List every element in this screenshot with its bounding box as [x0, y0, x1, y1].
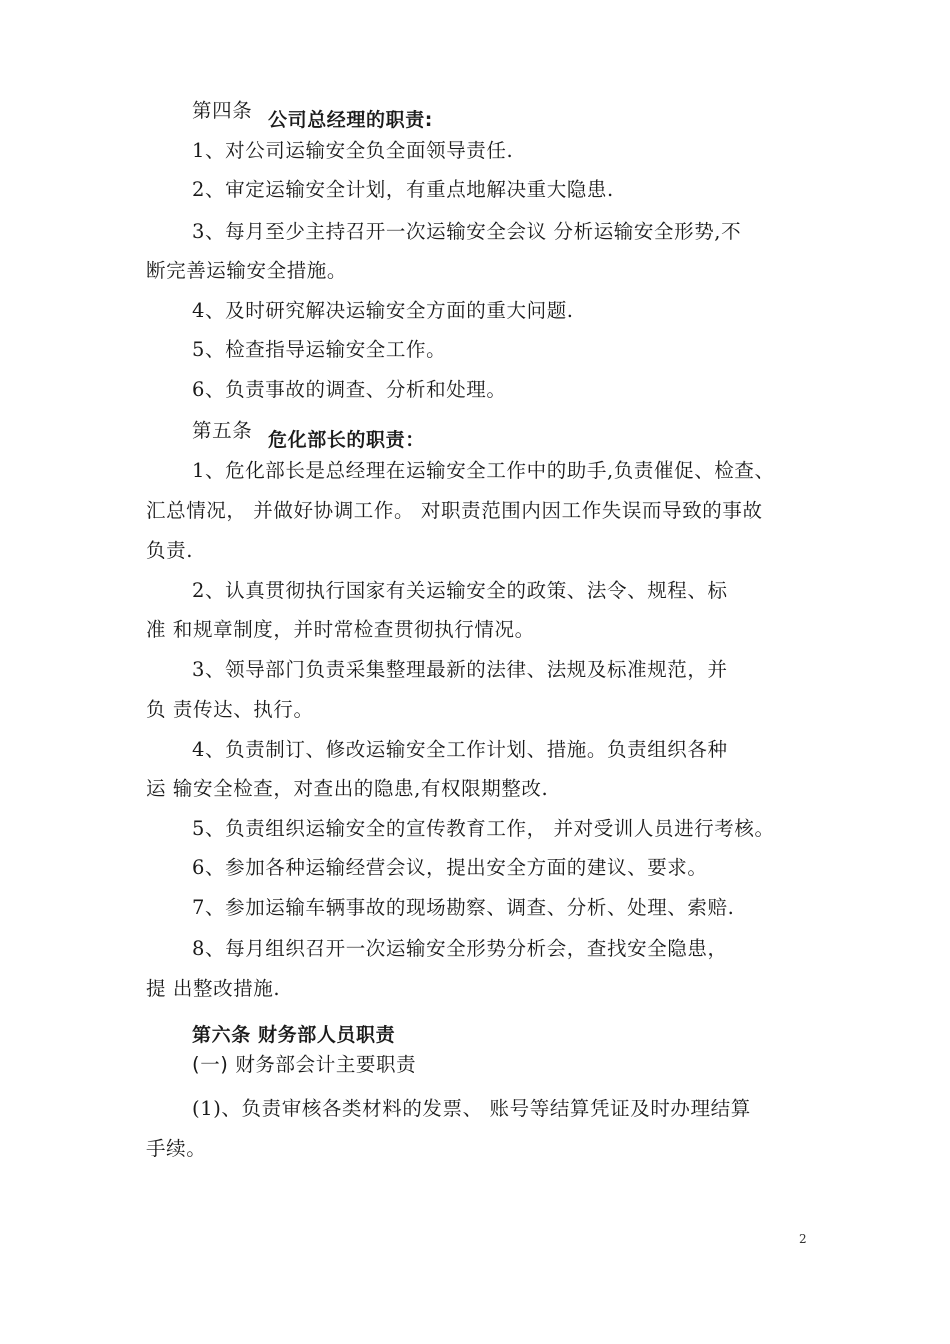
article-4-label: 第四条 — [192, 99, 253, 122]
article-5-item-8: 8、每月组织召开一次运输安全形势分析会，查找安全隐患， — [192, 937, 728, 960]
article-5-label: 第五条 — [192, 419, 253, 442]
article-5-item-1-cont-2: 负责. — [146, 539, 193, 562]
article-4-item-3: 3、每月至少主持召开一次运输安全会议 分析运输安全形势,不 — [192, 220, 742, 243]
article-5-item-7: 7、参加运输车辆事故的现场勘察、调查、分析、处理、索赔. — [192, 896, 735, 919]
article-5-item-4-cont: 运 输安全检查，对查出的隐患,有权限期整改. — [146, 777, 549, 800]
article-5-item-2: 2、认真贯彻执行国家有关运输安全的政策、法令、规程、标 — [192, 579, 728, 602]
article-4-item-2: 2、审定运输安全计划，有重点地解决重大隐患. — [192, 178, 614, 201]
article-4-item-5: 5、检查指导运输安全工作。 — [192, 338, 447, 361]
article-5-item-1: 1、危化部长是总经理在运输安全工作中的助手,负责催促、检查、 — [192, 459, 775, 482]
article-6-heading: 第六条 财务部人员职责 — [192, 1024, 396, 1046]
article-5-item-5: 5、负责组织运输安全的宣传教育工作， 并对受训人员进行考核。 — [192, 817, 775, 840]
article-4-item-1: 1、对公司运输安全负全面领导责任. — [192, 139, 514, 162]
article-5-item-3-cont: 负 责传达、执行。 — [146, 698, 314, 721]
article-5-item-6: 6、参加各种运输经营会议，提出安全方面的建议、要求。 — [192, 856, 708, 879]
article-4-item-6: 6、负责事故的调查、分析和处理。 — [192, 378, 507, 401]
article-6-item-1-cont: 手续。 — [146, 1137, 207, 1160]
article-6-item-1: (1)、负责审核各类材料的发票、 账号等结算凭证及时办理结算 — [192, 1097, 751, 1120]
article-5-item-3: 3、领导部门负责采集整理最新的法律、法规及标准规范，并 — [192, 658, 728, 681]
article-4-item-4: 4、及时研究解决运输安全方面的重大问题. — [192, 299, 574, 322]
article-5-item-8-cont: 提 出整改措施. — [146, 977, 281, 1000]
article-4-item-3-cont: 断完善运输安全措施。 — [146, 259, 348, 282]
article-5-item-4: 4、负责制订、修改运输安全工作计划、措施。负责组织各种 — [192, 738, 728, 761]
article-5-heading: 危化部长的职责： — [268, 429, 425, 451]
page-number: 2 — [799, 1232, 807, 1246]
article-4-heading: 公司总经理的职责: — [268, 109, 433, 131]
article-6-subheading: (一) 财务部会计主要职责 — [192, 1053, 417, 1076]
article-5-item-1-cont: 汇总情况， 并做好协调工作。 对职责范围内因工作失误而导致的事故 — [146, 499, 763, 522]
article-5-item-2-cont: 准 和规章制度，并时常检查贯彻执行情况。 — [146, 618, 535, 641]
